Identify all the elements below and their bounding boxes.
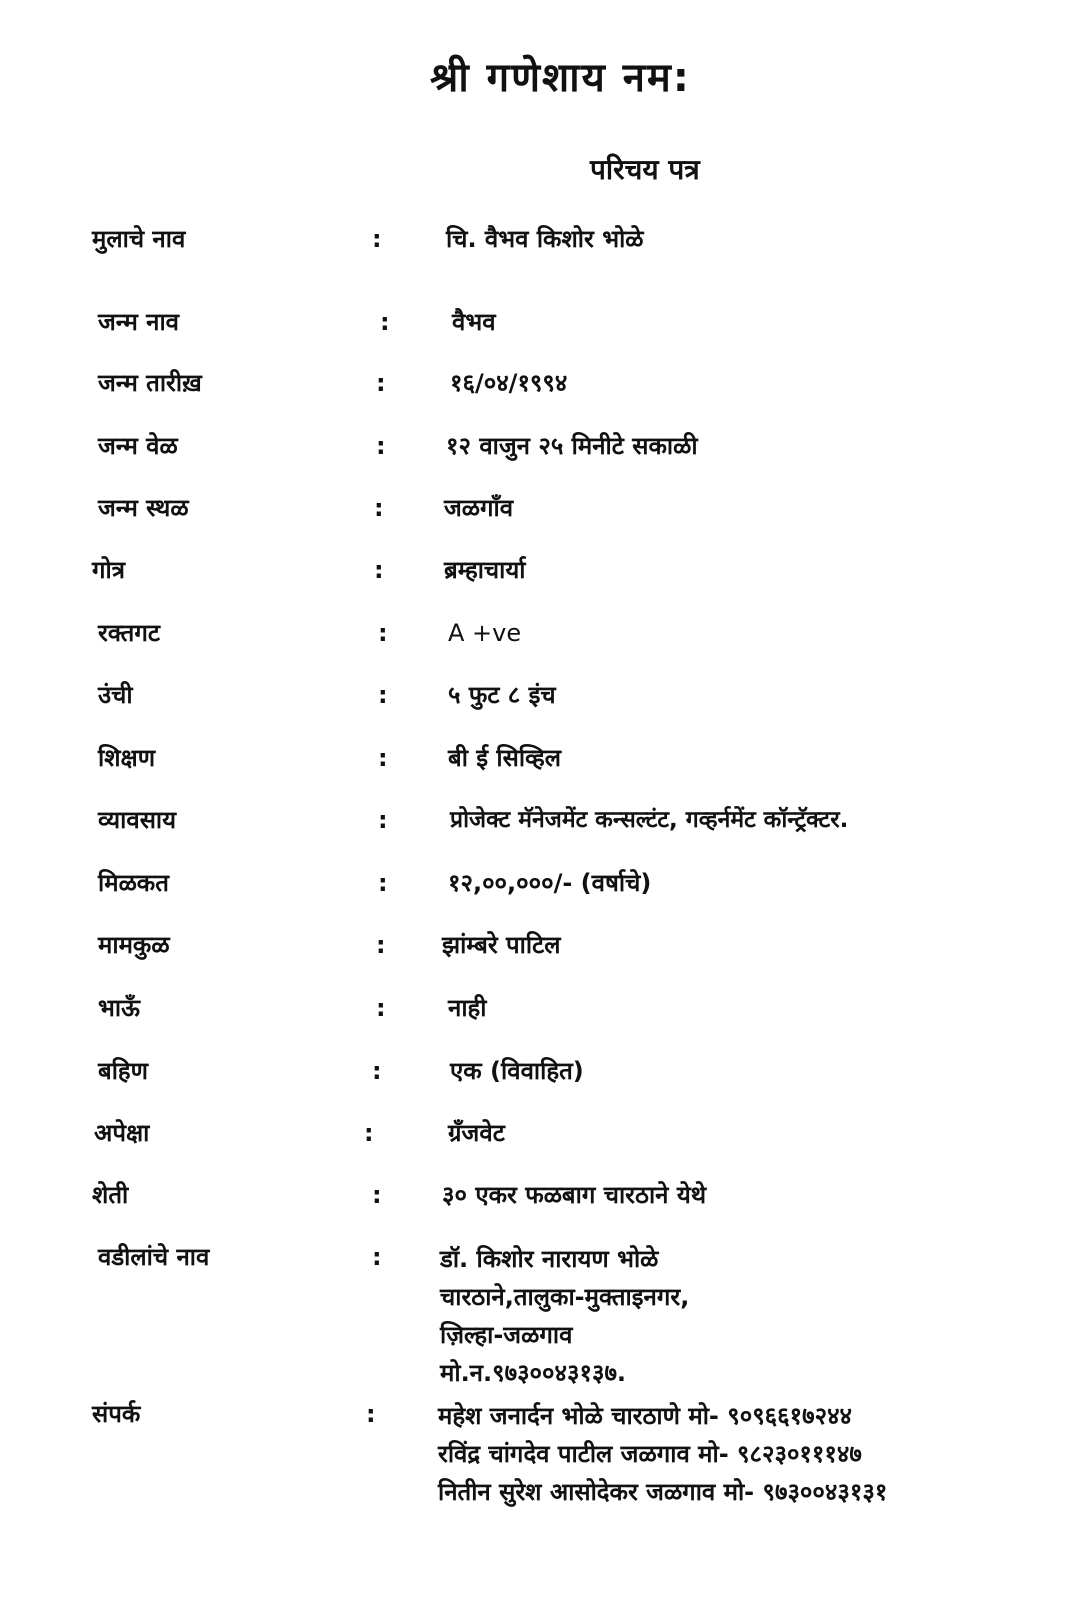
contact-person: रविंद्र चांगदेव पाटील जळगाव मो- ९८२३०१११४७ bbox=[438, 1440, 862, 1468]
field-colon: : bbox=[378, 744, 388, 772]
field-value: वैभव bbox=[452, 308, 496, 336]
field-colon: : bbox=[366, 1400, 376, 1428]
field-label: बहिण bbox=[98, 1057, 149, 1085]
field-colon: : bbox=[376, 369, 386, 397]
contact-person: महेश जनार्दन भोळे चारठाणे मो- ९०९६६१७२४४ bbox=[438, 1402, 853, 1430]
field-label: अपेक्षा bbox=[94, 1119, 150, 1147]
field-value: झांम्बरे पाटिल bbox=[442, 931, 561, 959]
field-colon: : bbox=[376, 931, 386, 959]
field-colon: : bbox=[378, 806, 388, 834]
field-value: नाही bbox=[448, 994, 487, 1022]
field-label: मामकुळ bbox=[98, 931, 170, 959]
field-colon: : bbox=[374, 494, 384, 522]
field-value: ५ फुट ८ इंच bbox=[448, 681, 556, 709]
field-colon: : bbox=[364, 1119, 374, 1147]
field-colon: : bbox=[376, 994, 386, 1022]
field-colon: : bbox=[378, 681, 388, 709]
field-value: एक (विवाहित) bbox=[450, 1057, 584, 1085]
field-colon: : bbox=[372, 225, 382, 253]
field-value: प्रोजेक्ट मॅनेजमेंट कन्सल्टंट, गव्हर्नमेंट कॉन्ट्रॅक्टर. bbox=[450, 807, 849, 833]
father-address-village: चारठाने,तालुका-मुक्ताइनगर, bbox=[440, 1283, 690, 1311]
invocation-heading: श्री गणेशाय नम: bbox=[430, 55, 691, 101]
field-value: बी ई सिव्हिल bbox=[448, 744, 562, 772]
field-value: ३० एकर फळबाग चारठाने येथे bbox=[442, 1181, 707, 1209]
field-label: मिळकत bbox=[98, 869, 169, 897]
contact-list bbox=[438, 1397, 887, 1511]
field-colon: : bbox=[374, 556, 384, 584]
field-label: शेती bbox=[92, 1181, 129, 1209]
field-colon: : bbox=[380, 308, 390, 336]
field-colon: : bbox=[376, 432, 386, 460]
field-label: संपर्क bbox=[92, 1400, 141, 1428]
field-label: जन्म वेळ bbox=[98, 432, 178, 460]
field-label: भाऊँ bbox=[98, 994, 140, 1022]
document-title: परिचय पत्र bbox=[590, 153, 700, 186]
field-value: चि. वैभव किशोर भोळे bbox=[446, 225, 644, 253]
field-label: जन्म स्थळ bbox=[98, 494, 189, 522]
father-name: डॉ. किशोर नारायण भोळे bbox=[440, 1245, 659, 1273]
field-label: जन्म नाव bbox=[98, 308, 180, 336]
field-colon: : bbox=[372, 1181, 382, 1209]
field-colon: : bbox=[372, 1243, 382, 1271]
field-colon: : bbox=[378, 619, 388, 647]
field-label: मुलाचे नाव bbox=[92, 225, 186, 253]
field-label: रक्तगट bbox=[98, 619, 160, 647]
field-value: १२ वाजुन २५ मिनीटे सकाळी bbox=[446, 432, 698, 460]
field-value: ब्रम्हाचार्या bbox=[444, 556, 526, 584]
field-label: गोत्र bbox=[92, 556, 125, 584]
field-label: जन्म तारीख़ bbox=[98, 369, 202, 397]
field-value: जळगाँव bbox=[444, 494, 514, 522]
contact-person: नितीन सुरेश आसोदेकर जळगाव मो- ९७३००४३१३१ bbox=[438, 1478, 888, 1506]
father-details bbox=[440, 1240, 689, 1392]
field-colon: : bbox=[372, 1057, 382, 1085]
field-label: शिक्षण bbox=[98, 744, 156, 772]
field-value: ग्रॅंजवेट bbox=[448, 1119, 505, 1147]
field-value: A +ve bbox=[448, 619, 522, 647]
field-label: व्यावसाय bbox=[98, 806, 177, 834]
field-label: वडीलांचे नाव bbox=[98, 1243, 210, 1271]
field-label: उंची bbox=[98, 681, 133, 709]
field-value: १६/०४/१९९४ bbox=[450, 369, 568, 397]
father-address-district: ज़िल्हा-जळगाव bbox=[440, 1321, 573, 1349]
father-mobile: मो.न.९७३००४३१३७. bbox=[440, 1359, 627, 1387]
field-value: १२,००,०००/- (वर्षाचे) bbox=[448, 869, 652, 897]
field-colon: : bbox=[378, 869, 388, 897]
